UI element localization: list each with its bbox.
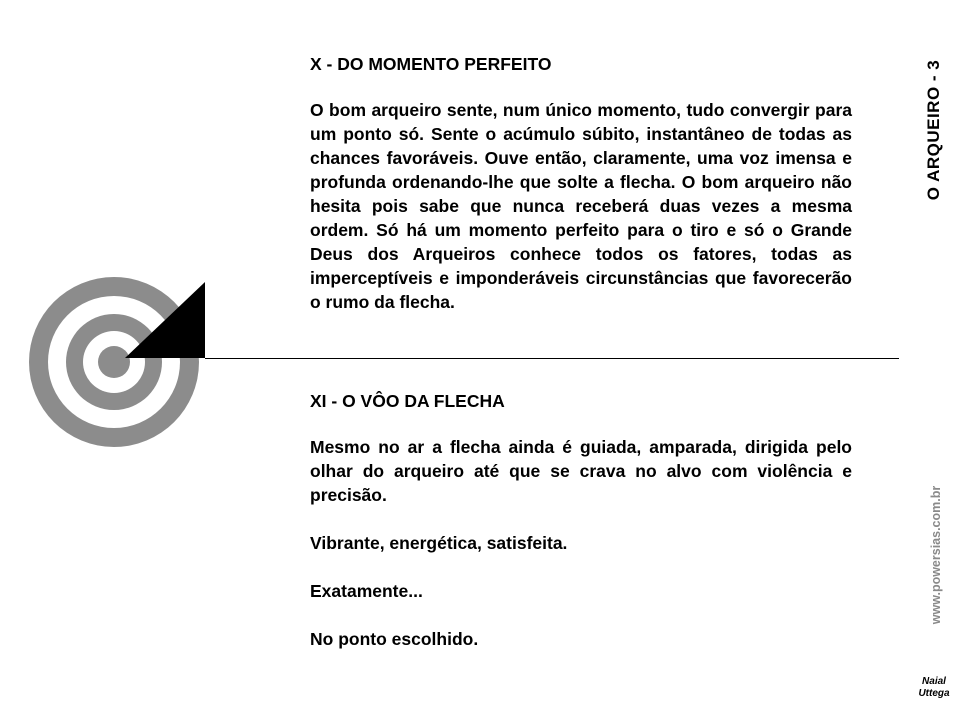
section-heading: XI - O VÔO DA FLECHA <box>310 391 505 411</box>
vertical-series-title: O ARQUEIRO - 3 <box>924 59 943 201</box>
website-url: www.powersias.com.br <box>929 485 943 625</box>
section-momento-perfeito <box>310 52 852 314</box>
section-paragraph: Vibrante, energética, satisfeita. <box>310 533 568 553</box>
section-paragraph: O bom arqueiro sente, num único momento, tudo convergir para um ponto só. Sente o acúmulo súbito, instantâneo de todas as chances favoráveis. Ouve então, claramente, uma voz imensa e profunda ordenando-lhe que solte a flecha. O bom arqueiro não hesita pois sabe que nunca receberá duas vezes a mesma ordem. Só há um momento perfeito para o tiro e só o Grande Deus dos Arqueiros conhece todos os fatores, todas as imperceptíveis e imponderáveis circunstâncias que favorecerão o rumo da flecha. <box>310 100 852 312</box>
section-paragraph: Mesmo no ar a flecha ainda é guiada, amparada, dirigida pelo olhar do arqueiro até que se crava no alvo com violência e precisão. <box>310 437 852 505</box>
section-heading: X - DO MOMENTO PERFEITO <box>310 54 552 74</box>
target-bullseye <box>98 346 130 378</box>
section-divider <box>205 358 899 359</box>
section-paragraph: Exatamente... <box>310 581 423 601</box>
author-first-name: Naial <box>922 676 946 687</box>
section-paragraph: No ponto escolhido. <box>310 629 479 649</box>
section-voo-da-flecha <box>310 389 852 651</box>
author-credit <box>908 676 960 700</box>
author-last-name: Uttega <box>918 688 950 699</box>
